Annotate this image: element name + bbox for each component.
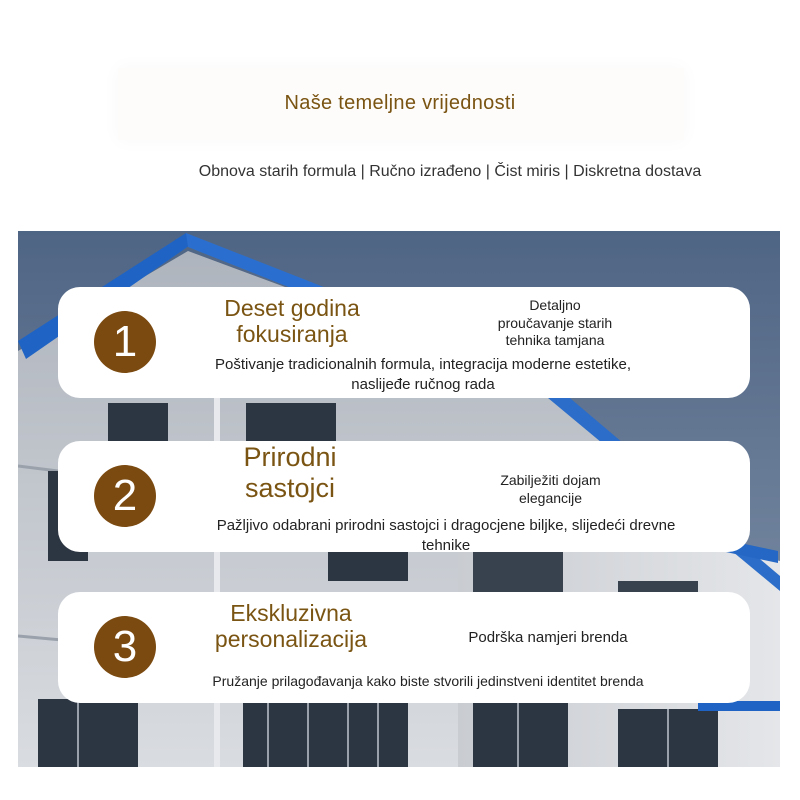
card-3-description: Pružanje prilagođavanja kako biste stvorili jedinstveni identitet brenda [212, 673, 644, 689]
value-card-2 [58, 441, 750, 552]
number-badge-1: 1 [94, 311, 156, 373]
page-title: Naše temeljne vrijednosti [284, 92, 516, 114]
card-3-title: Ekskluzivna personalizacija [214, 600, 368, 653]
card-1-title: Deset godina fokusiranja [224, 295, 360, 348]
card-2-aside: Zabilježiti dojam elegancije [500, 472, 601, 506]
value-card-1 [58, 287, 750, 398]
card-3-aside: Podrška namjeri brenda [468, 629, 628, 646]
card-1-aside: Detaljno proučavanje starih tehnika tamjana [497, 297, 613, 348]
value-card-3 [58, 592, 750, 703]
card-2-title: Prirodni sastojci [243, 442, 337, 504]
number-badge-3: 3 [94, 616, 156, 678]
card-2-description: Pažljivo odabrani prirodni sastojci i dragocjene biljke, slijedeći drevne tehnike [216, 517, 676, 554]
page-subtitle: Obnova starih formula | Ručno izrađeno | Čist miris | Diskretna dostava [198, 163, 702, 180]
card-1-description: Poštivanje tradicionalnih formula, integracija moderne estetike, naslijeđe ručnog rada [214, 356, 632, 393]
number-badge-2: 2 [94, 465, 156, 527]
